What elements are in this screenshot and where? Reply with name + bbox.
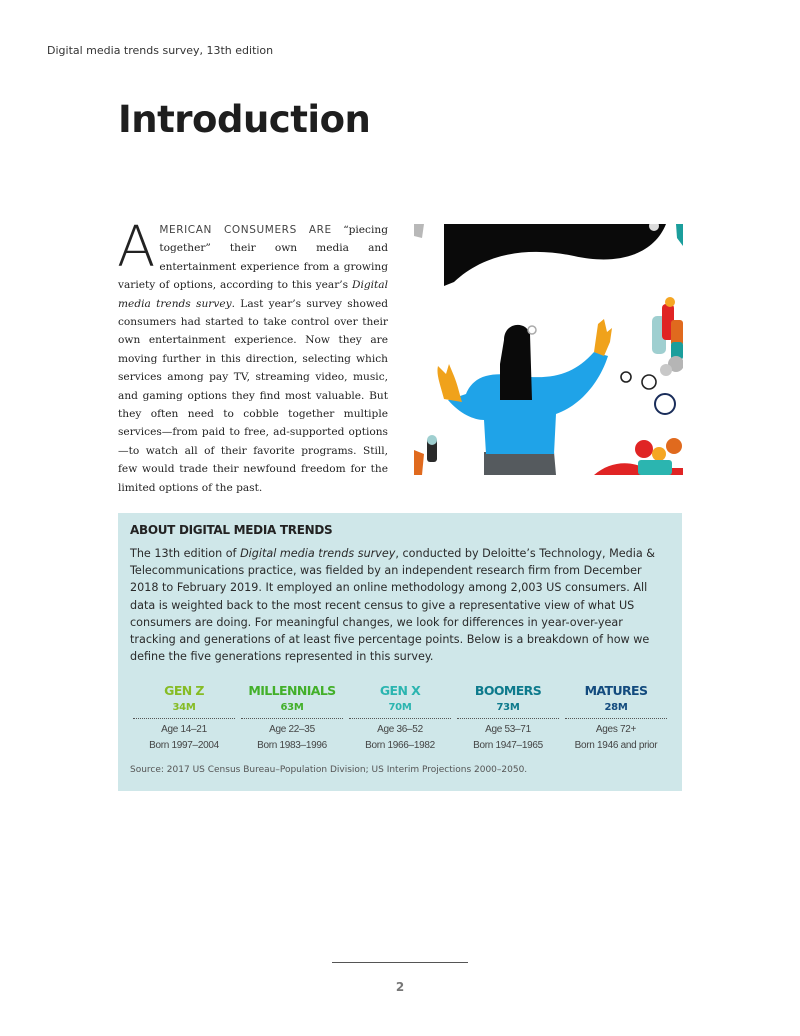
gen-column-matures (562, 683, 670, 754)
gen-divider (133, 718, 235, 719)
source-note: Source: 2017 US Census Bureau–Population Division; US Interim Projections 2000–2050. (130, 765, 528, 775)
gen-count: 70M (388, 702, 412, 713)
gen-born: Born 1983–1996 (257, 740, 327, 751)
about-body-title: Digital media trends survey (240, 547, 396, 560)
about-box (118, 513, 682, 791)
gen-born: Born 1966–1982 (365, 740, 435, 751)
gen-column-gen-z (130, 683, 238, 754)
gen-column-boomers (454, 683, 562, 754)
footer-divider (332, 962, 468, 963)
drop-cap: A (117, 215, 156, 280)
intro-paragraph (117, 215, 388, 497)
gen-divider (565, 718, 667, 719)
gen-name: MATURES (584, 683, 648, 698)
about-body-text-2: , conducted by Deloitte’s Technology, Media & Telecommunications practice, was fielded by an independent research firm from December 2018 to February 2019. It employed an online methodology among 2,003 US consumers. All data is weighted back to the most recent census to give a representative view of what US consumers are doing. For meaningful changes, we look for differences in year-over-year tracking and generations of at least five percentage points. Below is a breakdown of how we define the five generations represented in this survey. (130, 547, 655, 664)
gen-name: MILLENNIALS (248, 683, 336, 698)
gen-age: Age 36–52 (377, 724, 423, 735)
page-title: Introduction (118, 98, 371, 141)
page-number: 2 (395, 980, 405, 994)
gen-name: BOOMERS (474, 683, 542, 698)
running-title: Digital media trends survey, 13th edition (47, 44, 274, 57)
gen-count: 63M (280, 702, 304, 713)
gen-column-millennials (238, 683, 346, 754)
about-body (130, 545, 670, 665)
intro-lead: MERICAN CONSUMERS ARE (159, 224, 332, 236)
gen-age: Age 14–21 (161, 724, 207, 735)
gen-age: Age 22–35 (269, 724, 315, 735)
about-body-text-1: The 13th edition of (130, 547, 241, 560)
about-heading: ABOUT DIGITAL MEDIA TRENDS (130, 523, 333, 537)
gen-born: Born 1946 and prior (574, 740, 658, 751)
illustration-art (414, 224, 683, 475)
gen-divider (457, 718, 559, 719)
gen-column-gen-x (346, 683, 454, 754)
gen-count: 73M (496, 702, 520, 713)
intro-text-1: “piecing together” their own media and entertainment experience from a growing variety of options, according to this year’s (118, 224, 388, 292)
generations-table (130, 683, 670, 754)
consumer-illustration (414, 224, 683, 475)
gen-age: Ages 72+ (595, 724, 637, 735)
gen-count: 28M (604, 702, 628, 713)
intro-survey-title: Digital media trends survey (118, 279, 388, 310)
gen-divider (349, 718, 451, 719)
gen-divider (241, 718, 343, 719)
gen-born: Born 1947–1965 (473, 740, 543, 751)
gen-name: GEN Z (164, 683, 204, 698)
gen-count: 34M (172, 702, 196, 713)
intro-text-2: . Last year’s survey showed consumers had started to take control over their own entertainment experience. Now they are moving further in this direction, selecting which services among pay TV, streaming video, music, and gaming options they find most valuable. But they often need to cobble together multiple services—from paid to free, ad-supported options—to watch all of their favorite programs. Still, few would trade their newfound freedom for the limited options of the past. (118, 297, 388, 494)
gen-name: GEN X (379, 683, 421, 698)
gen-born: Born 1997–2004 (149, 740, 219, 751)
gen-age: Age 53–71 (485, 724, 531, 735)
